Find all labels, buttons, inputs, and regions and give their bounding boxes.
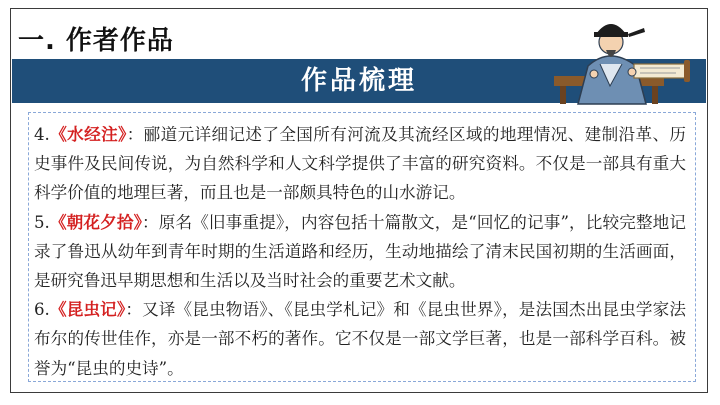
section-title: 一. 作者作品 xyxy=(18,26,174,56)
item-number: 4. xyxy=(34,125,50,144)
item-number: 5. xyxy=(34,212,50,232)
book-title: 《朝花夕拾》 xyxy=(49,211,143,232)
list-item xyxy=(34,120,686,208)
list-item xyxy=(34,208,686,296)
scholar-reading-scroll-icon xyxy=(548,6,708,110)
item-description: ：又译《昆虫物语》、《昆虫学札记》和《昆虫世界》，是法国杰出昆虫学家法布尔的传世佳作，亦是一部不朽的著作。它不仅是一部文学巨著，也是一部科学百科。被誉为“昆虫的史诗”。 xyxy=(34,300,686,378)
item-number: 6. xyxy=(34,300,50,320)
book-title: 《水经注》 xyxy=(49,124,127,144)
list-item xyxy=(34,295,686,383)
item-description: ：郦道元详细记述了全国所有河流及其流经区域的地理情况、建制沿革、历史事件及民间传说，为自然科学和人文科学提供了丰富的研究资料。不仅是一部具有重大科学价值的地理巨著，而且也是一部颇具特色的山水游记。 xyxy=(34,125,687,203)
banner-title: 作品梳理 xyxy=(300,66,417,96)
content-text xyxy=(34,120,686,383)
item-description: ：原名《旧事重提》，内容包括十篇散文，是“回忆的记事”，比较完整地记录了鲁迅从幼年到青年时期的生活道路和经历，生动地描绘了清末民国初期的生活画面，是研究鲁迅早期思想和生活以及当时社会的重要艺术文献。 xyxy=(34,212,687,291)
book-title: 《昆虫记》 xyxy=(49,299,126,320)
